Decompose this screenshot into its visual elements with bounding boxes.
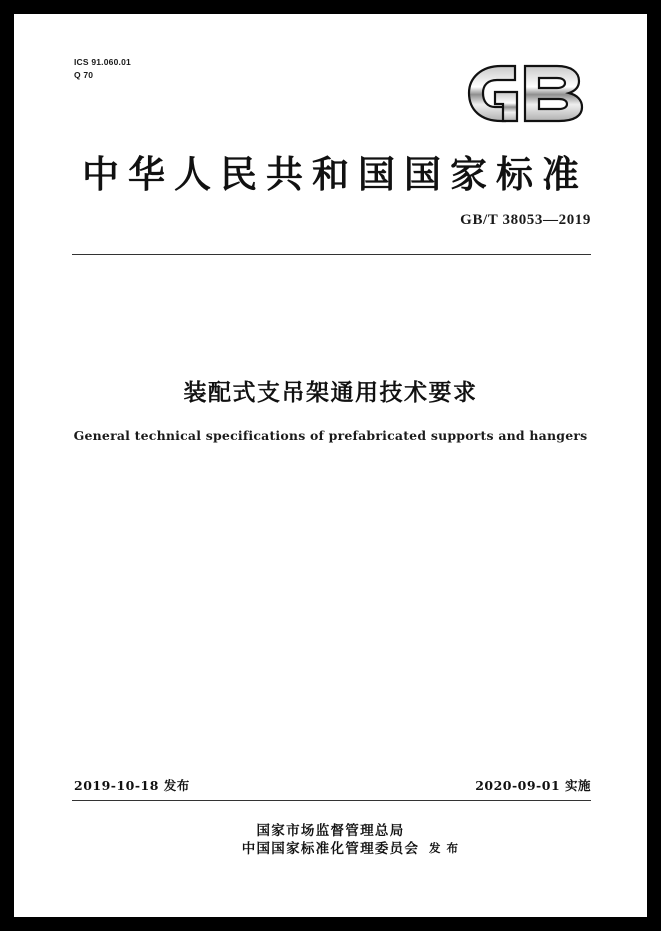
- page-title: 中华人民共和国国家标准: [82, 152, 588, 196]
- footer-divider: [72, 800, 591, 801]
- effective-date: 2020-09-01 实施: [475, 778, 591, 793]
- publish-label: 发 布: [429, 841, 460, 855]
- standard-cover-page: [14, 14, 647, 917]
- publisher-block: [14, 822, 647, 858]
- publisher-line-2: 中国国家标准化管理委员会: [241, 841, 420, 858]
- ics-code: ICS 91.060.01: [74, 57, 131, 67]
- issue-date: 2019-10-18 发布: [74, 778, 190, 793]
- subject-title-en: General technical specifications of prefabricated supports and hangers: [73, 428, 588, 443]
- ics-classification-block: [74, 56, 131, 82]
- publisher-line-1: 国家市场监督管理总局: [256, 823, 405, 839]
- standard-number: GB/T 38053—2019: [460, 212, 591, 228]
- header-divider: [72, 254, 591, 255]
- gb-logo-icon: [461, 58, 591, 128]
- subject-title-cn: 装配式支吊架通用技术要求: [183, 379, 478, 406]
- classification-code: Q 70: [74, 70, 94, 81]
